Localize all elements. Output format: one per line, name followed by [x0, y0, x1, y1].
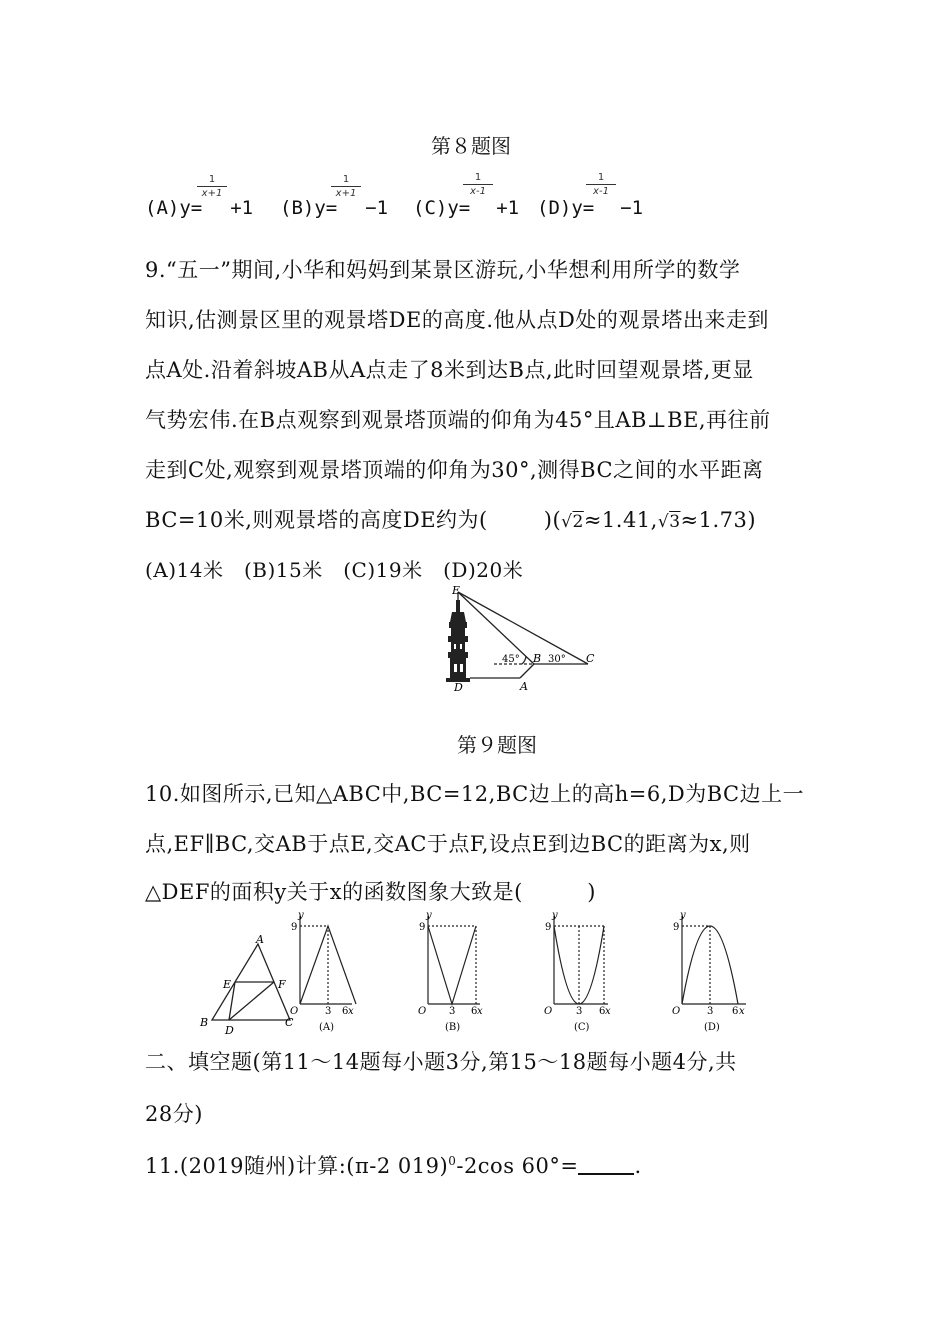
section-2-heading-line-1: 二、填空题(第11～14题每小题3分,第15～18题每小题4分,共	[145, 1050, 737, 1074]
tri-label-b: B	[200, 1016, 209, 1029]
q9-line-3: 点A处.沿着斜坡AB从A点走了8米到达B点,此时回望观景塔,更显	[145, 358, 754, 382]
tri-label-a: A	[256, 933, 264, 946]
graph-d-y: y	[680, 910, 686, 921]
q10-line-1: 10.如图所示,已知△ABC中,BC=12,BC边上的高h=6,D为BC边上一	[145, 782, 805, 806]
q10-graph-b[interactable]	[414, 910, 482, 1034]
fig8-option-c-fraction: 1 x-1	[463, 172, 493, 197]
question-11: 11.(2019随州)计算:(π-2 019)$^0$-2cos 60°= .	[145, 1154, 642, 1178]
graph-d-x: x	[739, 1006, 745, 1017]
q9-line-1: 9.“五一”期间,小华和妈妈到某景区游玩,小华想利用所学的数学	[145, 258, 741, 282]
graph-c-o: O	[544, 1006, 553, 1017]
q10-graph-c[interactable]	[540, 910, 612, 1034]
label-e: E	[452, 584, 461, 597]
section-2-heading-line-2: 28分)	[145, 1102, 203, 1126]
graph-b-y: y	[426, 910, 432, 921]
q10-graph-d[interactable]	[668, 910, 752, 1034]
graph-b-x: x	[477, 1006, 483, 1017]
graph-d-3: 3	[707, 1006, 714, 1017]
graph-b-9: 9	[419, 922, 426, 933]
graph-a-6: 6	[342, 1006, 349, 1017]
angle-45-label: 45°	[502, 654, 520, 665]
graph-c-9: 9	[545, 922, 552, 933]
q11-answer-blank[interactable]	[578, 1155, 634, 1175]
graph-b-caption: (B)	[445, 1022, 461, 1033]
graph-a-o: O	[290, 1006, 299, 1017]
graph-c-x: x	[605, 1006, 611, 1017]
graph-b-3: 3	[449, 1006, 456, 1017]
q9-tower-figure	[440, 582, 610, 694]
label-d: D	[454, 681, 463, 694]
graph-a-caption: (A)	[319, 1022, 335, 1033]
q9-options: (A)14米 (B)15米 (C)19米 (D)20米	[145, 558, 524, 582]
graph-c-3: 3	[576, 1006, 583, 1017]
graph-a-x: x	[348, 1006, 354, 1017]
tri-label-c: C	[285, 1016, 294, 1029]
q9-line-5: 走到C处,观察到观景塔顶端的仰角为30°,测得BC之间的水平距离	[145, 458, 764, 482]
q9-line-6: BC=10米,则观景塔的高度DE约为( )(√2≈1.41,√3≈1.73)	[145, 508, 757, 532]
tri-label-e: E	[223, 978, 232, 991]
graph-d-9: 9	[673, 922, 680, 933]
graph-d-o: O	[672, 1006, 681, 1017]
graph-c-y: y	[552, 910, 558, 921]
graph-b-o: O	[418, 1006, 427, 1017]
graph-d-caption: (D)	[704, 1022, 720, 1033]
graph-a-y: y	[298, 910, 304, 921]
angle-30-label: 30°	[548, 654, 566, 665]
q9-line-2: 知识,估测景区里的观景塔DE的高度.他从点D处的观景塔出来走到	[145, 308, 769, 332]
fig8-option-d: (D)y= −1	[537, 197, 644, 219]
label-b: B	[533, 652, 542, 665]
label-c: C	[586, 652, 595, 665]
graph-a-3: 3	[325, 1006, 332, 1017]
q10-line-2: 点,EF∥BC,交AB于点E,交AC于点F,设点E到边BC的距离为x,则	[145, 832, 751, 856]
fig9-caption: 第９题图	[457, 733, 537, 757]
graph-d-6: 6	[732, 1006, 739, 1017]
tri-label-f: F	[278, 978, 286, 991]
fig8-caption: 第８题图	[431, 134, 511, 158]
fig8-option-a: (A)y= +1	[145, 197, 254, 219]
graph-c-caption: (C)	[574, 1022, 590, 1033]
fig8-option-c: (C)y= +1	[413, 197, 520, 219]
q10-triangle-figure	[196, 934, 300, 1038]
fig8-option-d-fraction: 1 x-1	[586, 172, 616, 197]
fig8-option-a-fraction: 1 x+1	[197, 174, 227, 199]
graph-a-9: 9	[291, 922, 298, 933]
label-a: A	[520, 680, 528, 693]
q10-line-3: △DEF的面积y关于x的函数图象大致是( )	[145, 880, 596, 904]
tri-label-d: D	[225, 1024, 234, 1037]
q10-graph-a[interactable]	[286, 910, 354, 1034]
q9-line-4: 气势宏伟.在B点观察到观景塔顶端的仰角为45°且AB⊥BE,再往前	[145, 408, 771, 432]
fig8-option-b: (B)y= −1	[280, 197, 389, 219]
graph-b-6: 6	[471, 1006, 478, 1017]
fig8-option-b-fraction: 1 x+1	[331, 174, 361, 199]
graph-c-6: 6	[599, 1006, 606, 1017]
